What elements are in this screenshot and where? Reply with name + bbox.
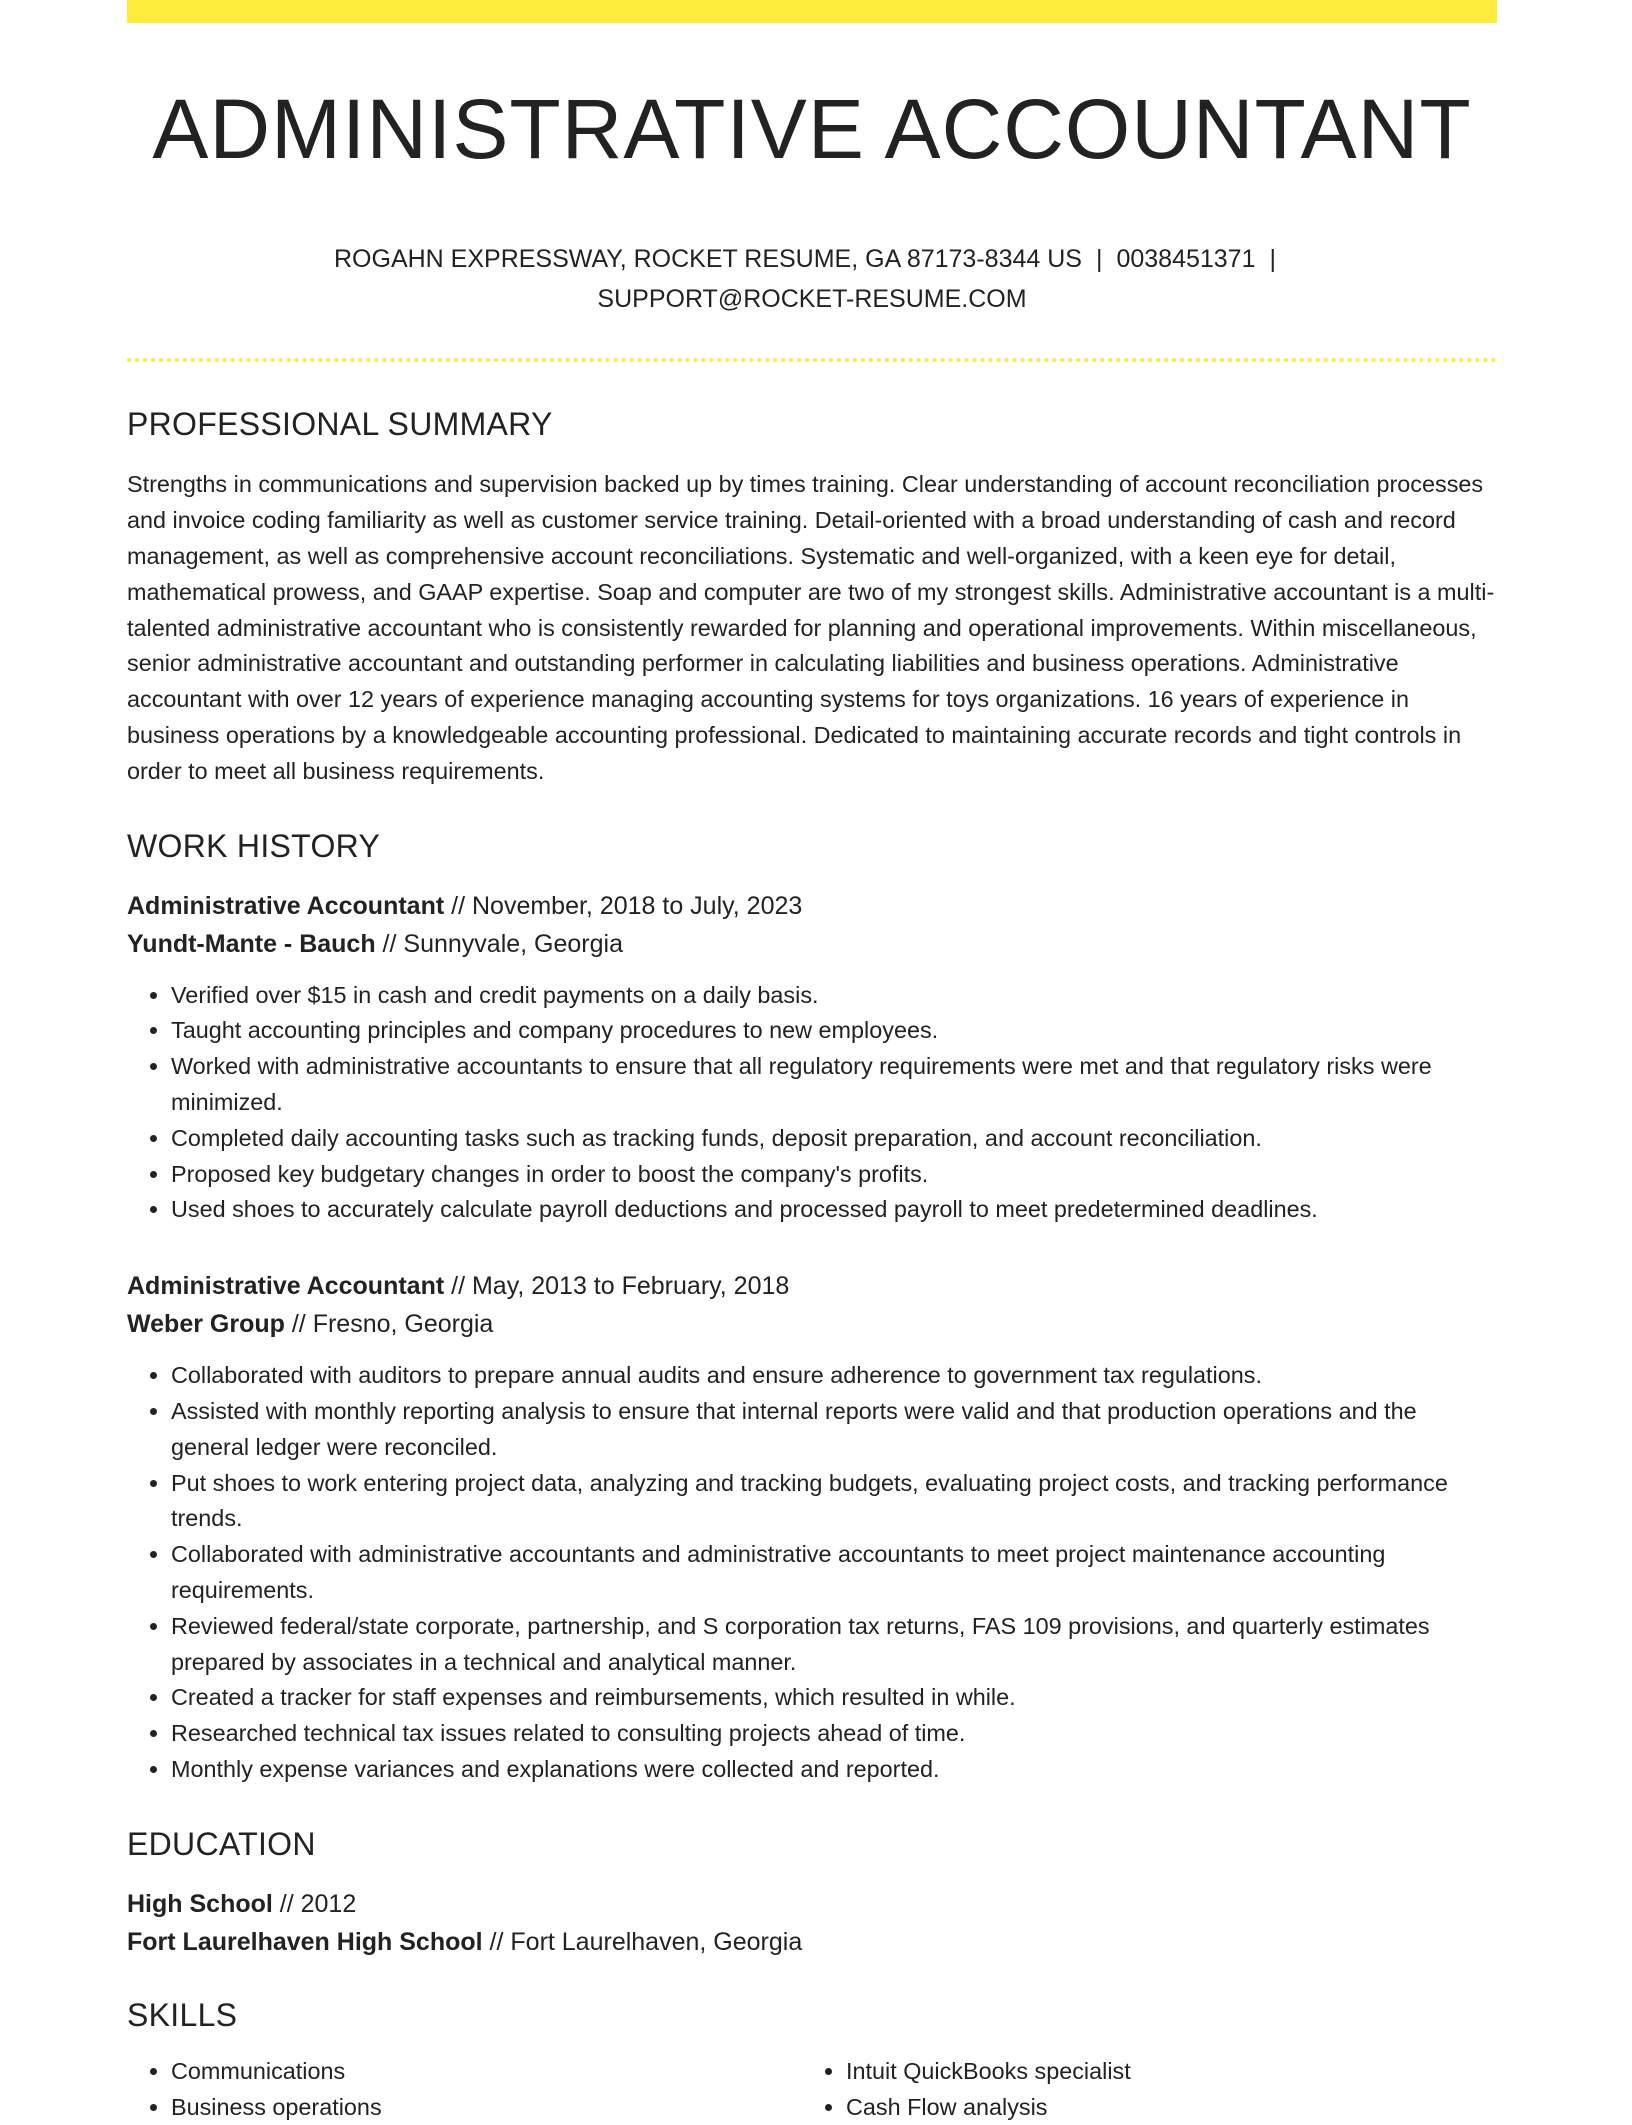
job-bullet: • Monthly expense variances and explanations were collected and reported. [171,1752,1497,1788]
contact-address: ROGAHN EXPRESSWAY, ROCKET RESUME, GA 87173-8344 US [334,245,1082,273]
education-year: 2012 [301,1890,357,1918]
contact-email: SUPPORT@ROCKET-RESUME.COM [597,285,1026,313]
job-entry [127,887,1497,1229]
field-separator: // [273,1890,301,1918]
job-bullet: • Put shoes to work entering project data, analyzing and tracking budgets, evaluating project costs, and tracking performance trends. [171,1466,1497,1538]
summary-text: Strengths in communications and supervision backed up by times training. Clear understanding of account reconciliation processes and invoice coding familiarity as well as customer service training. Detail-oriented with a broad understanding of cash and record management, as well as comprehensive account reconciliations. Systematic and well-organized, with a keen eye for detail, mathematical prowess, and GAAP expertise. Soap and computer are two of my strongest skills. Administrative accountant is a multi-talented administrative accountant who is consistently rewarded for planning and operational improvements. Within miscellaneous, senior administrative accountant and outstanding performer in calculating liabilities and business operations. Administrative accountant with over 12 years of experience managing accounting systems for toys organizations. 16 years of experience in business operations by a knowledgeable accounting professional. Dedicated to maintaining accurate records and tight controls in order to meet all business requirements. [127,467,1497,789]
job-bullet: • Used shoes to accurately calculate payroll deductions and processed payroll to meet predetermined deadlines. [171,1192,1497,1228]
field-separator: // [376,930,404,958]
section-title-work-history: WORK HISTORY [127,828,1497,865]
education-school: Fort Laurelhaven High School [127,1928,483,1956]
job-bullet: • Assisted with monthly reporting analysis to ensure that internal reports were valid and that production operations and the general ledger were reconciled. [171,1394,1497,1466]
header-divider [127,358,1497,362]
field-separator: // [444,892,472,920]
section-title-summary: PROFESSIONAL SUMMARY [127,406,1497,443]
job-bullet: • Researched technical tax issues related to consulting projects ahead of time. [171,1716,1497,1752]
contact-info [312,239,1312,319]
job-bullets [127,1358,1497,1788]
job-role-line [127,1267,1497,1305]
field-separator: // [483,1928,511,1956]
job-dates: November, 2018 to July, 2023 [472,892,802,920]
job-bullet: • Created a tracker for staff expenses and reimbursements, which resulted in while. [171,1680,1497,1716]
job-bullet: • Worked with administrative accountants to ensure that all regulatory requirements were met and that regulatory risks were minimized. [171,1049,1497,1121]
skill-item: • Intuit QuickBooks specialist [846,2054,1477,2090]
contact-separator: | [1256,245,1291,273]
job-role: Administrative Accountant [127,1272,444,1300]
job-bullets [127,978,1497,1229]
section-title-skills: SKILLS [127,1997,1497,2034]
education-entry [127,1885,1497,1961]
skills-list [127,2054,1497,2125]
job-company-line [127,925,1497,963]
job-role-line [127,887,1497,925]
job-bullet: • Proposed key budgetary changes in order to boost the company's profits. [171,1157,1497,1193]
skill-item: • Cash Flow analysis [846,2090,1477,2125]
skill-item: • Business operations [171,2090,802,2125]
skills-column-left [127,2054,802,2125]
contact-phone: 0038451371 [1116,245,1255,273]
job-location: Fresno, Georgia [313,1310,494,1338]
job-bullet: • Collaborated with auditors to prepare annual audits and ensure adherence to government tax regulations. [171,1358,1497,1394]
resume-title: ADMINISTRATIVE ACCOUNTANT [127,83,1497,175]
job-company: Yundt-Mante - Bauch [127,930,376,958]
education-school-line [127,1923,1497,1961]
job-bullet: • Verified over $15 in cash and credit payments on a daily basis. [171,978,1497,1014]
accent-top-bar [127,0,1497,23]
job-company: Weber Group [127,1310,285,1338]
job-bullet: • Taught accounting principles and company procedures to new employees. [171,1013,1497,1049]
job-entry [127,1267,1497,1788]
skills-column-right [802,2054,1477,2125]
job-bullet: • Reviewed federal/state corporate, partnership, and S corporation tax returns, FAS 109 provisions, and quarterly estimates prepared by associates in a technical and analytical manner. [171,1609,1497,1681]
contact-separator: | [1082,245,1117,273]
job-bullet: • Collaborated with administrative accountants and administrative accountants to meet project maintenance accounting requirements. [171,1537,1497,1609]
job-bullet: • Completed daily accounting tasks such as tracking funds, deposit preparation, and account reconciliation. [171,1121,1497,1157]
job-company-line [127,1305,1497,1343]
field-separator: // [444,1272,472,1300]
section-title-education: EDUCATION [127,1826,1497,1863]
field-separator: // [285,1310,313,1338]
education-degree: High School [127,1890,273,1918]
job-role: Administrative Accountant [127,892,444,920]
education-degree-line [127,1885,1497,1923]
skill-item: • Communications [171,2054,802,2090]
job-dates: May, 2013 to February, 2018 [472,1272,789,1300]
education-location: Fort Laurelhaven, Georgia [510,1928,802,1956]
job-location: Sunnyvale, Georgia [403,930,623,958]
resume-page [127,0,1497,2125]
